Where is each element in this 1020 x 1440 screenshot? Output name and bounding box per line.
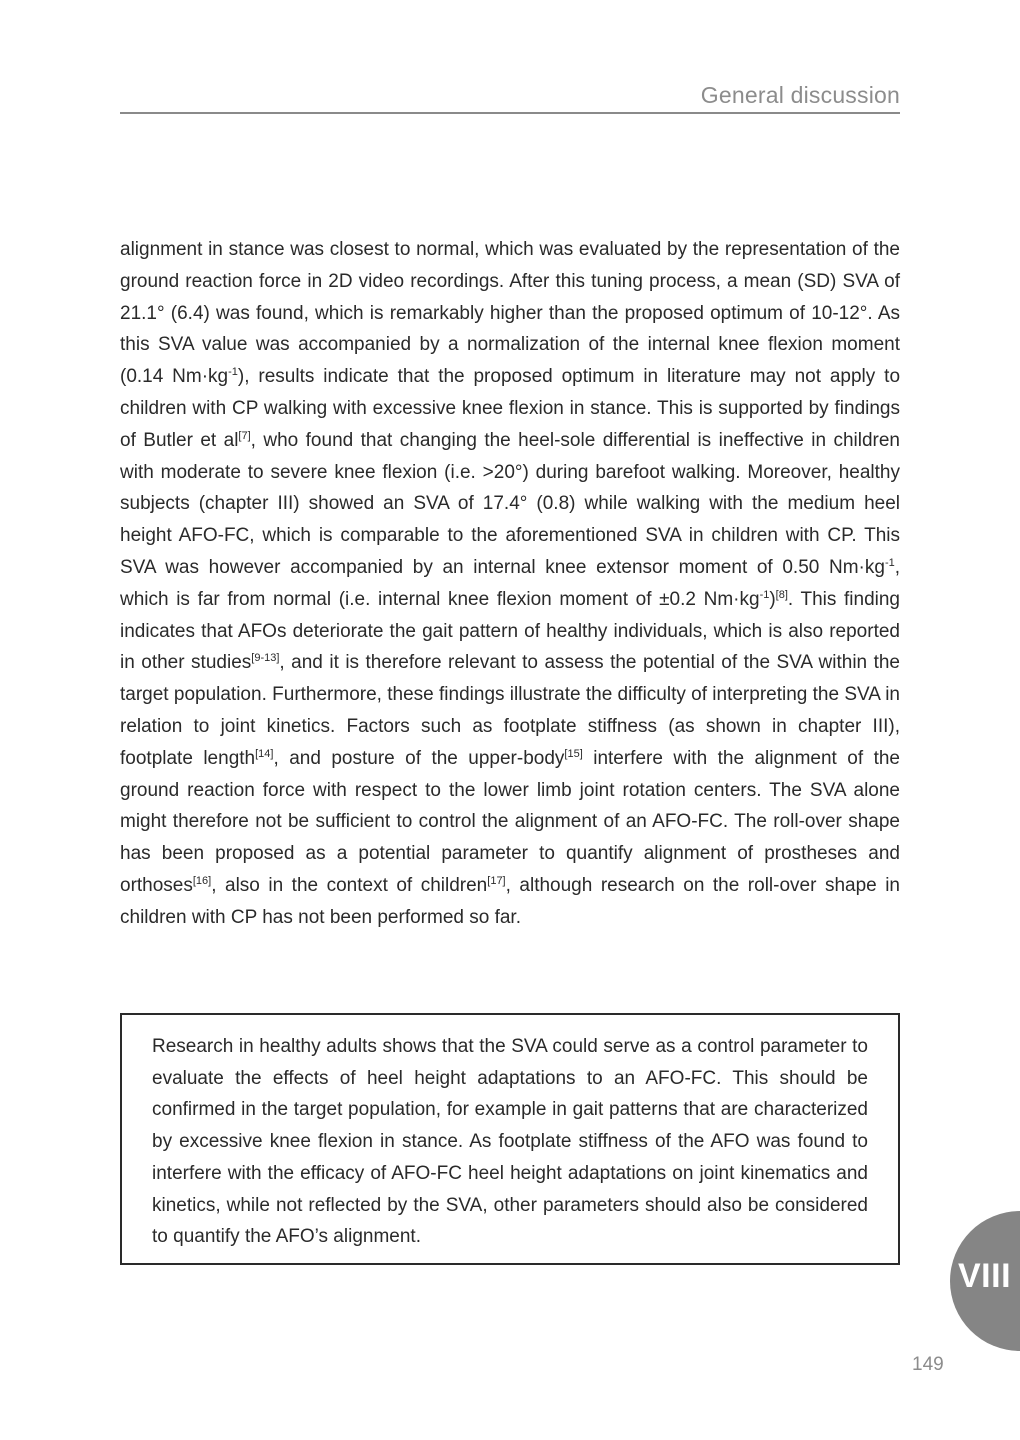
running-header [120,80,900,114]
superscript: -1 [884,556,895,569]
citation-ref: [9-13] [251,652,280,665]
text-segment: interfere with the alignment of the ground reaction force with respect to the lower limb joint rotation centers. The SVA alone might therefore not be sufficient to control the alignment of an AFO-FC. The roll-over shape has been proposed as a potential parameter to quantify alignment of prostheses and orthoses [120,747,900,896]
text-segment: , who found that changing the heel-sole differential is ineffective in children with moderate to severe knee flexion (i.e. >20°) during barefoot walking. Moreover, healthy subjects (chapter III) showed an SVA of 17.4° (0.8) while walking with the medium heel height AFO-FC, which is comparable to the aforementioned SVA in children with CP. This SVA was however accompanied by an internal knee extensor moment of 0.50 Nm·kg [120,429,900,578]
chapter-tab [950,1211,1020,1351]
page-number: 149 [912,1354,944,1375]
text-segment: , also in the context of children [211,874,488,896]
summary-text: Research in healthy adults shows that the SVA could serve as a control parameter to evaluate the effects of heel height adaptations to an AFO-FC. This should be confirmed in the target population, for example in gait patterns that are characterized by excessive knee flexion in stance. As footplate stiffness of the AFO was found to interfere with the efficacy of AFO-FC heel height adaptations on joint kinematics and kinetics, while not reflected by the SVA, other parameters should also be considered to quantify the AFO’s alignment. [152,1036,868,1248]
citation-ref: [17] [487,874,506,887]
text-segment: alignment in stance was closest to normal, which was evaluated by the representation of the ground reaction force in 2D video recordings. After this tuning process, a mean (SD) SVA of 21.1° (6.4) was found, which is remarkably higher than the proposed optimum of 10-12°. As this SVA value was accompanied by a normalization of the internal knee flexion moment (0.14 Nm·kg [120,239,900,388]
citation-ref: [14] [255,747,274,760]
chapter-tab-label: VIII [958,1257,1012,1295]
citation-ref: [16] [192,874,212,887]
text-segment: , although research on the roll-over shape in children with CP has not been performed so far. [120,874,901,928]
citation-ref: [7] [238,429,251,442]
body-paragraph [120,234,900,934]
superscript: -1 [228,366,238,379]
citation-ref: [15] [564,747,583,760]
superscript: -1 [759,588,770,601]
text-segment: , and it is therefore relevant to assess the potential of the SVA within the target population. Furthermore, these findings illustrate the difficulty of interpreting the SVA in relation to joint kinetics. Factors such as footplate stiffness (as shown in chapter III), footplate length [120,652,901,769]
summary-box [120,1013,900,1265]
text-segment: ), results indicate that the proposed optimum in literature may not apply to children with CP walking with excessive knee flexion in stance. This is supported by findings of Butler et al [120,366,901,451]
text-segment: ) [769,588,776,610]
citation-ref: [8] [775,588,788,601]
text-segment: . This finding indicates that AFOs deteriorate the gait pattern of healthy individuals, which is also reported in other studies [120,588,900,674]
text-segment: , and posture of the upper-body [273,747,565,769]
header-title: General discussion [700,82,900,108]
text-segment: , which is far from normal (i.e. internal knee flexion moment of ±0.2 Nm·kg [120,556,900,610]
